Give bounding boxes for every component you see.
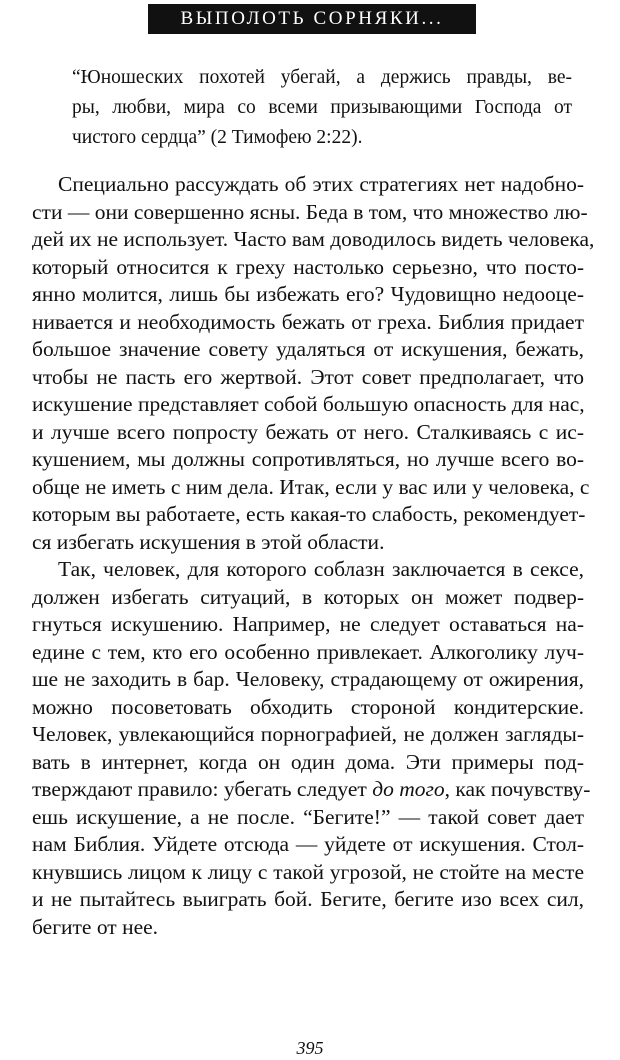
text-line: искушение представляет собой большую опасность для нас, — [32, 392, 585, 416]
text-line: который относится к греху настолько серьезно, что посто- — [32, 254, 584, 279]
text-line: и лучше всего попросту бежать от него. Сталкиваясь с ис- — [32, 419, 584, 444]
text-line-with-emphasis — [32, 776, 591, 804]
body-text — [32, 171, 595, 941]
text-line: янно молится, лишь бы избежать его? Чудовищно недооце- — [32, 282, 584, 306]
epigraph-quote — [72, 63, 572, 153]
text-line: дей их не использует. Часто вам доводилось видеть человека, — [32, 227, 595, 251]
page-number: 395 — [296, 1038, 324, 1058]
text-line: вать в интернет, когда он один дома. Эти примеры под- — [32, 749, 584, 774]
text-line: можно посоветовать обходить стороной кондитерские. — [32, 694, 584, 719]
epigraph-line: “Юношеских похотей убегай, а держись правды, ве- — [72, 67, 572, 88]
text-line: Специально рассуждать об этих стратегиях нет надобно- — [58, 172, 584, 196]
text-line: гнуться искушению. Например, не следует оставаться на- — [32, 612, 584, 636]
text-line: и не пытайтесь выиграть бой. Бегите, бегите изо всех сил, — [32, 887, 584, 911]
epigraph-line: ры, любви, мира со всеми призывающими Господа от — [72, 97, 572, 118]
text-line: кушением, мы должны сопротивляться, но лучше всего во- — [32, 447, 584, 471]
epigraph-line: чистого сердца” (2 Тимофею 2:22). — [72, 127, 363, 148]
emphasized-text: до того — [372, 777, 445, 801]
running-title: ВЫПОЛОТЬ СОРНЯКИ... — [180, 8, 444, 29]
text-line: кнувшись лицом к лицу с такой угрозой, не стойте на месте — [32, 859, 584, 884]
text-line: бегите от нее. — [32, 914, 159, 939]
text-line: ся избегать искушения в этой области. — [32, 529, 385, 554]
text-after-emphasis: , как почувству- — [444, 777, 591, 801]
text-line: нивается и необходимость бежать от греха. Библия придает — [32, 309, 584, 334]
text-before-emphasis: тверждают правило: убегать следует — [32, 777, 373, 801]
text-line: Так, человек, для которого соблазн заключается в сексе, — [58, 557, 584, 581]
text-line: едине с тем, кто его особенно привлекает. Алкоголику луч- — [32, 639, 584, 664]
running-header — [148, 4, 476, 34]
text-line: чтобы не пасть его жертвой. Этот совет предполагает, что — [32, 364, 584, 389]
text-line: сти — они совершенно ясны. Беда в том, что множество лю- — [32, 199, 588, 224]
text-line: обще не иметь с ним дела. Итак, если у вас или у человека, с — [32, 474, 590, 499]
text-line: должен избегать ситуаций, в которых он может подвер- — [32, 584, 584, 609]
text-line: Человек, увлекающийся порнографией, не должен загляды- — [32, 722, 584, 746]
text-line: нам Библия. Уйдете отсюда — уйдете от искушения. Стол- — [32, 832, 584, 856]
text-line: ешь искушение, а не после. “Бегите!” — такой совет дает — [32, 804, 584, 829]
text-line: которым вы работаете, есть какая-то слабость, рекомендует- — [32, 502, 586, 526]
text-line: большое значение совету удаляться от искушения, бежать, — [32, 337, 584, 361]
text-line: ше не заходить в бар. Человеку, страдающему от ожирения, — [32, 667, 584, 691]
